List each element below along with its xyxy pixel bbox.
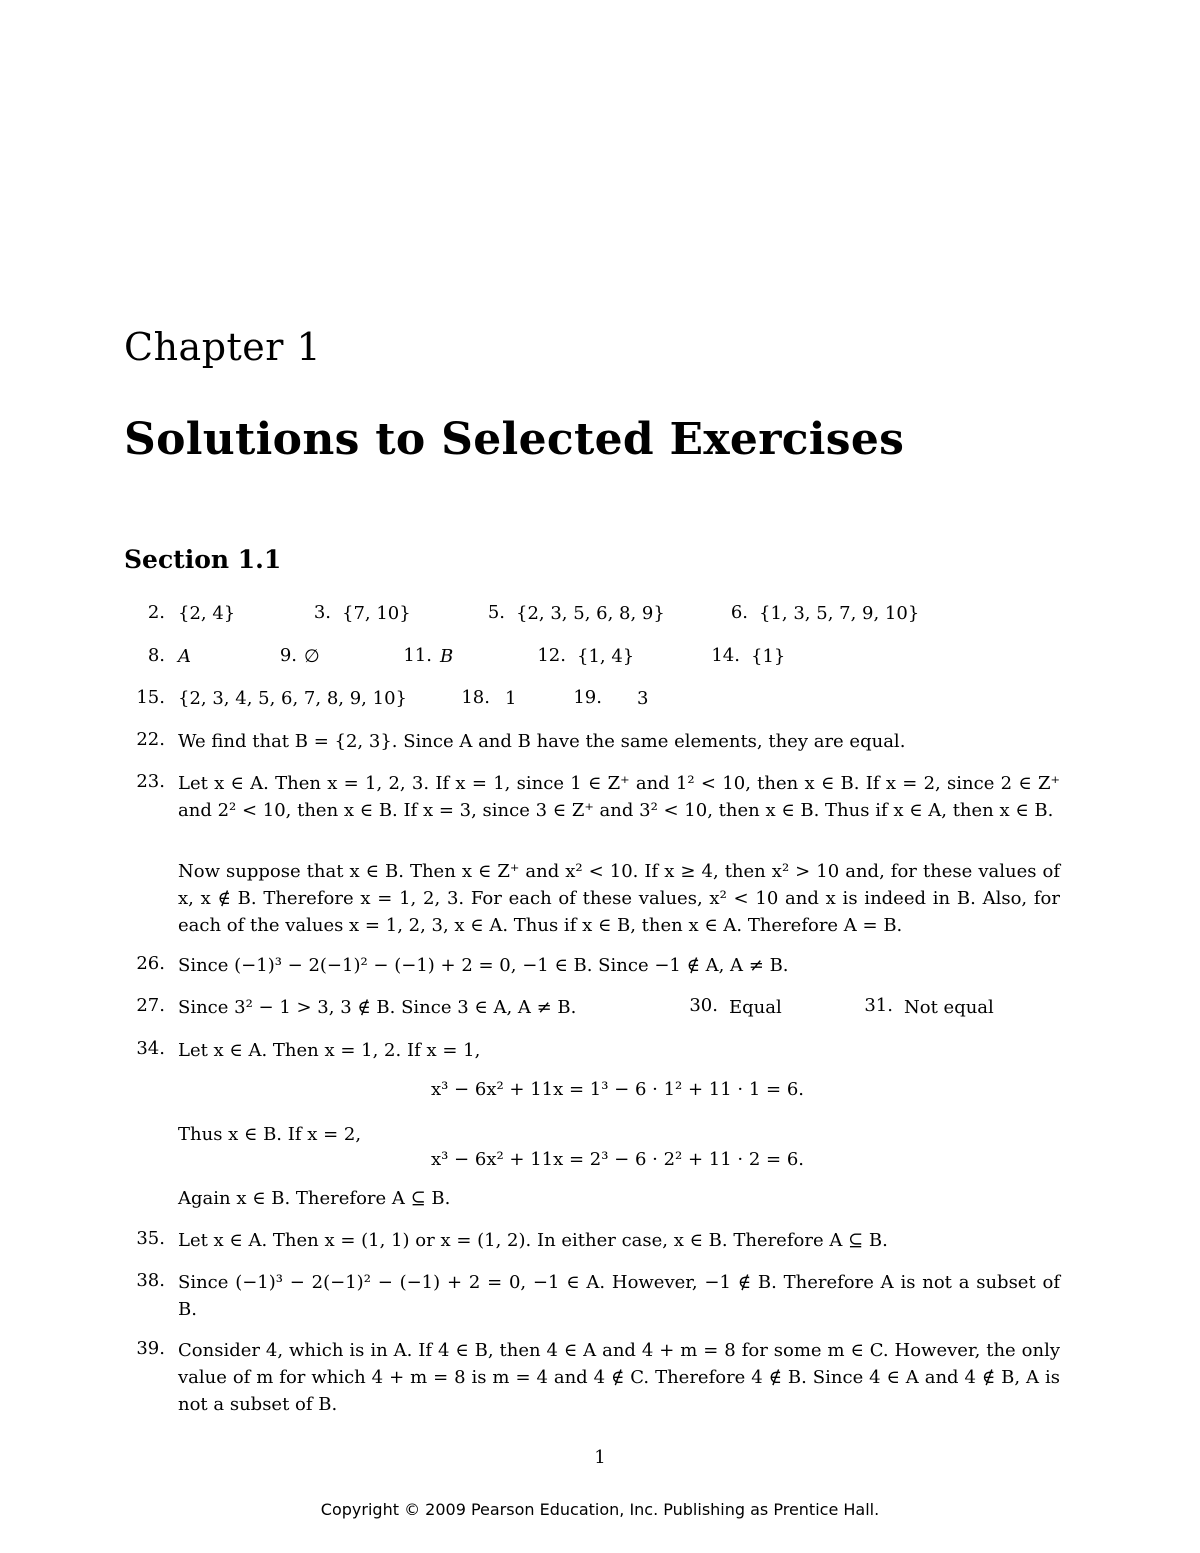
exercise-number: 27.	[136, 995, 165, 1016]
exercise-solution: Let x ∈ A. Then x = 1, 2. If x = 1,	[178, 1040, 481, 1061]
answer-number: 8.	[147, 645, 165, 666]
answer-value: {2, 3, 4, 5, 6, 7, 8, 9, 10}	[178, 688, 407, 709]
exercise-solution: Consider 4, which is in A. If 4 ∈ B, then 4 ∈ A and 4 + m = 8 for some m ∈ C. However, the only value of m for which 4 + m = 8 is m = 4 and 4 ∉ C. Therefore 4 ∉ B. Since 4 ∈ A and 4 ∉ B, A is not a subset of B.	[178, 1340, 1060, 1415]
answer-value: B	[440, 646, 454, 667]
answer-value: {1}	[751, 646, 786, 667]
answer-number: 2.	[147, 602, 165, 623]
answer-number: 5.	[487, 602, 505, 623]
answer-number: 11.	[403, 645, 432, 666]
answer-value: {2, 4}	[178, 603, 236, 624]
exercise-solution: Since (−1)³ − 2(−1)² − (−1) + 2 = 0, −1 ∈ A. However, −1 ∉ B. Therefore A is not a subset of B.	[178, 1272, 1060, 1320]
answer-value: 3	[637, 688, 649, 709]
answer-value: {1, 3, 5, 7, 9, 10}	[759, 603, 920, 624]
exercise-solution: Let x ∈ A. Then x = 1, 2, 3. If x = 1, since 1 ∈ Z⁺ and 1² < 10, then x ∈ B. If x = 2, since 2 ∈ Z⁺ and 2² < 10, then x ∈ B. If x = 3, since 3 ∈ Z⁺ and 3² < 10, then x ∈ B. Thus if x ∈ A, then x ∈ B.	[178, 773, 1060, 821]
answer-number: 3.	[313, 602, 331, 623]
exercise-number: 34.	[136, 1038, 165, 1059]
answer-number: 18.	[461, 687, 490, 708]
exercise-number: 38.	[136, 1270, 165, 1291]
exercise-number: 26.	[136, 953, 165, 974]
section-heading: Section 1.1	[124, 545, 282, 574]
exercise-solution: Now suppose that x ∈ B. Then x ∈ Z⁺ and x² < 10. If x ≥ 4, then x² > 10 and, for these values of x, x ∉ B. Therefore x = 1, 2, 3. For each of these values, x² < 10 and x is indeed in B. Also, for each of the values x = 1, 2, 3, x ∈ A. Thus if x ∈ B, then x ∈ A. Therefore A = B.	[178, 861, 1060, 936]
exercise-solution: Since 3² − 1 > 3, 3 ∉ B. Since 3 ∈ A, A ≠ B.	[178, 997, 577, 1018]
exercise-solution: Not equal	[904, 997, 994, 1018]
exercise-solution: Equal	[729, 997, 782, 1018]
answer-value: ∅	[304, 646, 320, 667]
answer-value: {7, 10}	[342, 603, 411, 624]
page-title: Solutions to Selected Exercises	[124, 414, 905, 465]
answer-value: A	[178, 646, 191, 667]
exercise-number: 39.	[136, 1338, 165, 1359]
chapter-heading: Chapter 1	[124, 325, 322, 369]
exercise-number: 30.	[689, 995, 718, 1016]
exercise-number: 23.	[136, 771, 165, 792]
answer-value: {2, 3, 5, 6, 8, 9}	[516, 603, 665, 624]
answer-number: 19.	[573, 687, 602, 708]
exercise-solution: Since (−1)³ − 2(−1)² − (−1) + 2 = 0, −1 ∈ B. Since −1 ∉ A, A ≠ B.	[178, 955, 789, 976]
answer-number: 6.	[730, 602, 748, 623]
exercise-number: 31.	[864, 995, 893, 1016]
exercise-number: 22.	[136, 729, 165, 750]
answer-number: 12.	[537, 645, 566, 666]
answer-number: 9.	[279, 645, 297, 666]
answer-number: 14.	[711, 645, 740, 666]
page-number: 1	[594, 1447, 606, 1468]
exercise-solution: Thus x ∈ B. If x = 2,	[178, 1124, 362, 1145]
equation: x³ − 6x² + 11x = 1³ − 6 · 1² + 11 · 1 = 6.	[430, 1079, 805, 1100]
answer-value: {1, 4}	[577, 646, 635, 667]
equation: x³ − 6x² + 11x = 2³ − 6 · 2² + 11 · 2 = 6.	[430, 1149, 805, 1170]
exercise-solution: Let x ∈ A. Then x = (1, 1) or x = (1, 2). In either case, x ∈ B. Therefore A ⊆ B.	[178, 1230, 888, 1251]
exercise-solution: We find that B = {2, 3}. Since A and B have the same elements, they are equal.	[178, 731, 906, 752]
answer-value: 1	[505, 688, 517, 709]
exercise-solution: Again x ∈ B. Therefore A ⊆ B.	[178, 1188, 451, 1209]
copyright-footer: Copyright © 2009 Pearson Education, Inc. Publishing as Prentice Hall.	[320, 1500, 880, 1519]
exercise-number: 35.	[136, 1228, 165, 1249]
answer-number: 15.	[136, 687, 165, 708]
